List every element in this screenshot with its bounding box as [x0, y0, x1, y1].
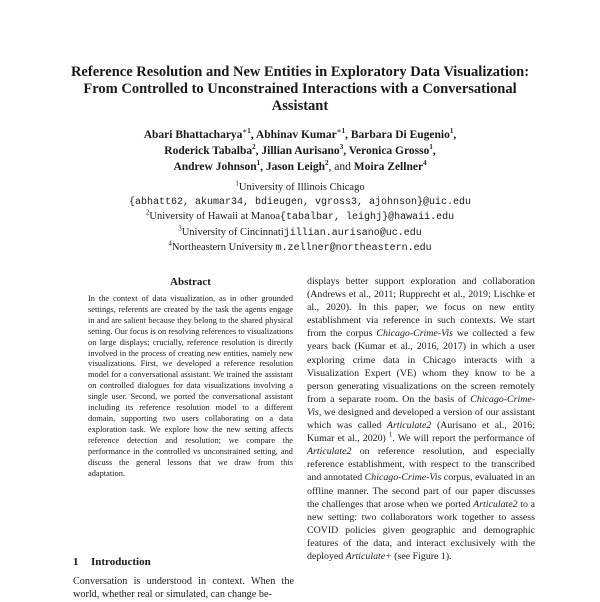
- right-column: [307, 275, 535, 563]
- author-name: Veronica Grosso$^1$: [348, 143, 433, 157]
- section-number: 1: [73, 556, 79, 568]
- corpus-name: Chicago-Crime-Vis: [364, 472, 442, 484]
- author-name: Jason Leigh$^2$: [265, 159, 329, 173]
- author-name: Jillian Aurisano$^3$: [261, 143, 344, 157]
- affiliation-1: $^1$University of Illinois Chicago: [235, 179, 365, 193]
- author-name: Barbara Di Eugenio$^1$: [350, 127, 454, 141]
- right-column-text: displays better support exploration and collaboration (Andrews et al., 2011; Rupprecht et al., 2019; Lischke et al., 2020). In this paper, we focus on new entity establishment via reference in such contexts. We start from the corpus Chicago-Crime-Vis we collected a few years back (Kumar et al., 2016, 2017) in which a user exploring crime data in Chicago interacts with a Visualization Expert (VE) whom they know to be a person generating visualizations on the screen remotely from a separate room. On the basis of Chicago-Crime-Vis, we designed and developed a version of our assistant which was called Articulate2 (Aurisano et al., 2016; Kumar et al., 2020) $^1$. We will report the performance of Articulate2 on reference resolution, and especially reference establishment, with respect to the transcribed and annotated Chicago-Crime-Vis corpus, evaluated in an offline manner. The second part of our paper discusses the challenges that arose when we ported Articulate2 to a new setting: two collaborators work together to assess COVID policies given geographic and demographic features of the data, and interact exclusively with the deployed Articulate+ (see Figure 1).: [307, 276, 536, 562]
- abstract-text: In the context of data visualization, as in other grounded settings, referents are created by the task the agents engage in and are salient because they belong to the shared physical setting. Our focus is on resolving references to visualizations on large displays; crucially, reference resolution is directly involved in the process of creating new entities, namely new visualizations. First, we developed a reference resolution model for a conversational assistant. We trained the assistant on controlled dialogues for data visualizations involving a single user. Second, we ported the conversational assistant including its reference resolution model to a different domain, supporting two users collaborating on a data exploration task. We explore how the new setting affects reference detection and resolution; we compare the performance in the controlled vs unconstrained setting, and discuss the general lessons that we draw from this adaptation.: [88, 294, 293, 478]
- system-name: Articulate2: [473, 498, 518, 510]
- author-list: [70, 127, 530, 175]
- title-line-3: Assistant: [271, 98, 329, 114]
- author-name: Roderick Tabalba$^2$: [164, 143, 256, 157]
- affiliation-3: $^3$University of Cincinnatijillian.aurisano@uc.edu: [178, 224, 422, 239]
- author-line-3: Andrew Johnson$^1$, Jason Leigh$^2$, and Moira Zellner$^4$: [173, 159, 427, 173]
- abstract-heading: Abstract: [170, 276, 211, 288]
- affiliation-4: $^4$Northeastern University m.zellner@northeastern.edu: [168, 239, 432, 254]
- affiliation-1-emails: {abhatt62, akumar34, bdieugen, vgross3, ajohnson}@uic.edu: [128, 196, 472, 208]
- section-title: Introduction: [91, 556, 151, 568]
- author-name: Andrew Johnson$^1$: [173, 159, 261, 173]
- introduction-heading: [73, 556, 151, 568]
- affiliation-2-email: {tabalbar, leighj}@hawaii.edu: [280, 212, 455, 223]
- corpus-name: Chicago-Crime-Vis: [307, 393, 535, 418]
- affiliation-list: [60, 181, 540, 257]
- system-name: Articulate+: [345, 550, 392, 562]
- affiliation-4-email: m.zellner@northeastern.edu: [275, 243, 432, 254]
- title-line-2: From Controlled to Unconstrained Interactions with a Conversational: [83, 81, 517, 97]
- author-line-1: Abari Bhattacharya$^{∗1}$, Abhinav Kumar$^{∗1}$, Barbara Di Eugenio$^1$,: [143, 127, 457, 141]
- system-name: Articulate2: [307, 446, 352, 458]
- title-line-1: Reference Resolution and New Entities in Exploratory Data Visualization:: [70, 64, 530, 80]
- author-line-2: Roderick Tabalba$^2$, Jillian Aurisano$^3$, Veronica Grosso$^1$,: [164, 143, 436, 157]
- footnote-marker: 1: [388, 430, 393, 439]
- affiliation-3-email: jillian.aurisano@uc.edu: [283, 227, 422, 239]
- abstract-section: [88, 276, 293, 479]
- author-name: Abhinav Kumar$^{∗1}$: [255, 127, 346, 141]
- author-name: Abari Bhattacharya$^{∗1}$: [143, 127, 251, 141]
- paper-title: [60, 64, 540, 115]
- introduction-text: Conversation is understood in context. When the world, whether real or simulated, can change be-: [73, 576, 294, 601]
- system-name: Articulate2: [386, 420, 432, 432]
- affiliation-2: $^2$University of Hawaii at Manoa{tabalbar, leighj}@hawaii.edu: [145, 208, 455, 223]
- author-name: Moira Zellner$^4$: [353, 159, 427, 173]
- corpus-name: Chicago-Crime-Vis: [376, 328, 453, 340]
